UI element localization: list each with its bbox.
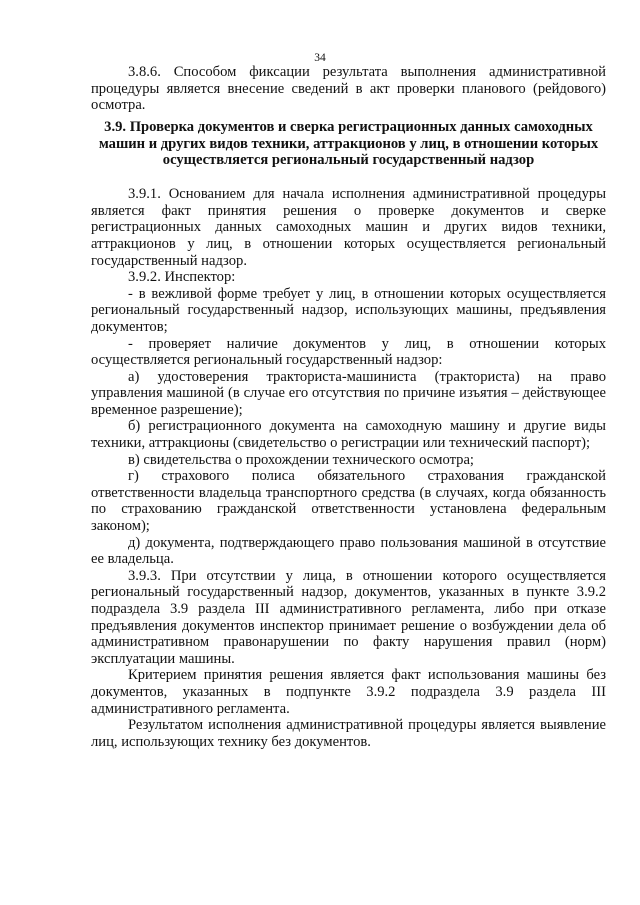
spacer xyxy=(91,169,606,186)
paragraph-3-8-6: 3.8.6. Способом фиксации результата выполнения административной процедуры является внесение сведений в акт проверки планового (рейдового) осмотра. xyxy=(91,64,606,114)
page-number: 34 xyxy=(314,52,326,64)
list-item-check-documents: - проверяет наличие документов у лиц, в отношении которых осуществляется региональный государственный надзор: xyxy=(91,335,606,369)
list-item-d: д) документа, подтверждающего право пользования машиной в отсутствие ее владельца. xyxy=(91,534,606,568)
list-item-v: в) свидетельства о прохождении технического осмотра; xyxy=(128,451,474,468)
paragraph-3-9-1: 3.9.1. Основанием для начала исполнения административной процедуры является факт принятия решения о проверке документов и сверке регистрационных данных самоходных машин и других видов техники, аттракционов у лиц, в отношении которых осуществляется региональный государственный надзор. xyxy=(91,186,606,269)
paragraph-3-9-2: 3.9.2. Инспектор: xyxy=(128,269,236,286)
document-body xyxy=(91,64,606,750)
section-heading-3-9: 3.9. Проверка документов и сверка регистрационных данных самоходных машин и других видов техники, аттракционов у лиц, в отношении которых осуществляется региональный государственный надзор xyxy=(98,118,599,169)
list-item-a: а) удостоверения тракториста-машиниста (тракториста) на право управления машиной (в случае его отсутствия по причине изъятия – действующее временное разрешение); xyxy=(91,368,606,418)
list-item-b: б) регистрационного документа на самоходную машину и другие виды техники, аттракционы (свидетельство о регистрации или технический паспорт); xyxy=(91,418,606,452)
paragraph-3-9-3: 3.9.3. При отсутствии у лица, в отношении которого осуществляется региональный государственный надзор, документов, указанных в пункте 3.9.2 подраздела 3.9 раздела III административного регламента, либо при отказе предъявления документов инспектор принимает решение о возбуждении дела об административном правонарушении по факту нарушения правил (норм) эксплуатации машины. xyxy=(91,567,606,667)
paragraph-criterion: Критерием принятия решения является факт использования машины без документов, указанных в подпункте 3.9.2 подраздела 3.9 раздела III административного регламента. xyxy=(91,667,606,717)
list-item-g: г) страхового полиса обязательного страхования гражданской ответственности владельца транспортного средства (в случаях, когда обязанность по страхованию гражданской ответственности установлена федеральным законом); xyxy=(91,468,606,535)
list-item-request-documents: - в вежливой форме требует у лиц, в отношении которых осуществляется региональный государственный надзор, использующих машины, предъявления документов; xyxy=(91,285,606,335)
paragraph-result: Результатом исполнения административной процедуры является выявление лиц, использующих технику без документов. xyxy=(91,717,606,750)
